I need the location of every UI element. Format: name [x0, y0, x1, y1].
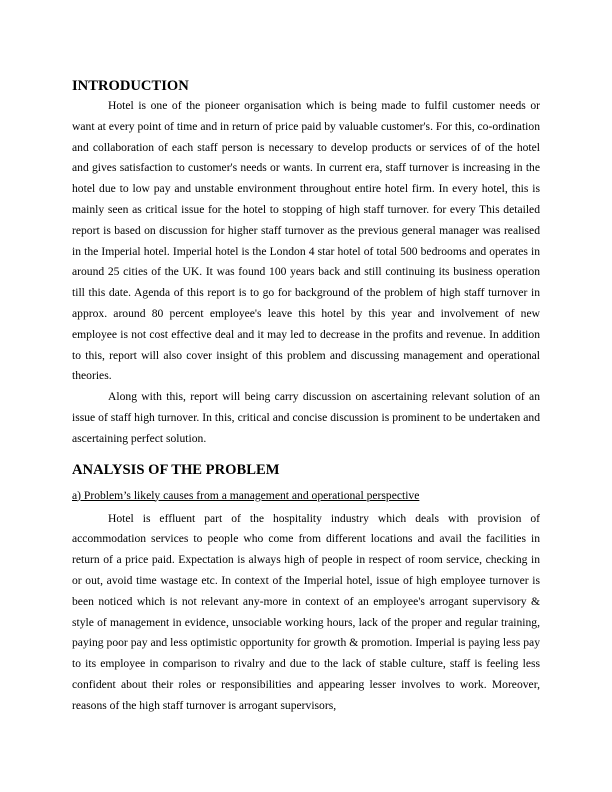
introduction-heading: INTRODUCTION — [72, 78, 189, 94]
intro-paragraph-2: Along with this, report will being carry discussion on ascertaining relevant solution of an issue of staff high turnover. In this, critical and concise discussion is prominent to be undertaken and ascertaining perfect solution. — [72, 390, 540, 445]
intro-paragraph-1: Hotel is one of the pioneer organisation which is being made to fulfil customer needs or want at every point of time and in return of price paid by valuable customer's. For this, co-ordination and collaboration of each staff person is necessary to develop products or services of of the hotel and gives satisfaction to customer's needs or wants. In current era, staff turnover is increasing in the hotel due to low pay and unstable environment throughout entire hotel firm. In every hotel, this is mainly seen as critical issue for the hotel to stopping of high staff turnover. for every This detailed report is based on discussion for higher staff turnover as the previous general manager was realised in the Imperial hotel. Imperial hotel is the London 4 star hotel of total 500 bedrooms and operates in around 25 cities of the UK. It was found 100 years back and still continuing its business operation till this date. Agenda of this report is to go for background of the problem of high staff turnover in approx. around 80 percent employee's leave this hotel by this year and involvement of new employee is not cost effective deal and it may led to decrease in the profits and revenue. In addition to this, report will also cover insight of this problem and discussing management and operational theories. — [72, 99, 540, 383]
analysis-heading: ANALYSIS OF THE PROBLEM — [72, 461, 280, 478]
analysis-subheading: a) Problem’s likely causes from a management and operational perspective — [72, 488, 420, 502]
analysis-paragraph: Hotel is effluent part of the hospitality industry which deals with provision of accommodation services to people who come from different locations and avail the facilities in return of a price paid. Expectation is always high of people in respect of room service, checking in or out, avoid time wastage etc. In context of the Imperial hotel, issue of high employee turnover is been noticed which is not relevant any-more in context of an employee's arrogant supervisory & style of management in evidence, unsociable working hours, lack of the proper and regular training, paying poor pay and less optimistic opportunity for growth & promotion. Imperial is paying less pay to its employee in comparison to rivalry and due to the lack of stable culture, staff is feeling less confident about their roles or responsibilities and appearing lesser involves to work. Moreover, reasons of the high staff turnover is arrogant supervisors, — [72, 511, 540, 712]
document-page — [72, 76, 540, 717]
